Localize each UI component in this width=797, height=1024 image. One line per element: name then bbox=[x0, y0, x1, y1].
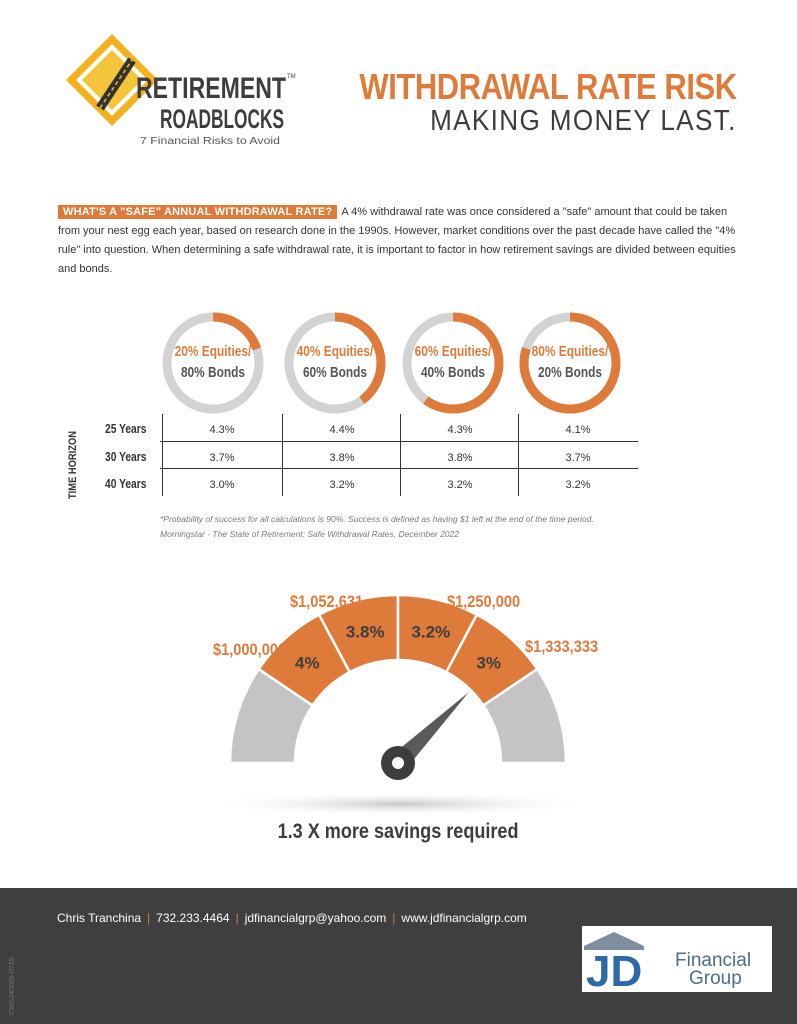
gauge-caption: 1.3 X more savings required bbox=[278, 820, 519, 843]
intro-body: A 4% withdrawal rate was once considered a "safe" amount that could be taken from your nest egg each year, based on research done in the 1990s. However, market conditions over the past decade have called the "4% rule" into question. When determining a safe withdrawal rate, it is important to factor in how retirement savings are divided between equities and bonds. bbox=[58, 206, 736, 275]
row-label-40-years: 40 Years bbox=[105, 477, 147, 491]
footnote-source: Morningstar - The State of Retirement: Safe Withdrawal Rates, December 2022 bbox=[160, 529, 459, 539]
gauge-amount-3: $1,250,000 bbox=[446, 592, 521, 611]
gauge-rate-label: 3% bbox=[476, 653, 501, 673]
intro-heading: WHAT'S A "SAFE" ANNUAL WITHDRAWAL RATE? bbox=[58, 205, 337, 219]
table-cell: 3.2% bbox=[329, 479, 355, 491]
donut-equities-label: 20% Equities/ bbox=[174, 344, 252, 360]
gauge-rate-label: 4% bbox=[295, 653, 320, 673]
donut-equities-label: 40% Equities/ bbox=[296, 344, 374, 360]
firm-initials: JD bbox=[586, 947, 643, 992]
separator: | bbox=[392, 911, 396, 925]
footnote bbox=[160, 512, 594, 542]
time-horizon-label: TIME HORIZON bbox=[67, 430, 79, 500]
table-cell: 4.1% bbox=[565, 424, 591, 436]
intro-paragraph bbox=[58, 203, 738, 279]
logo-line2: ROADBLOCKS bbox=[160, 104, 284, 134]
table-cell: 4.3% bbox=[447, 424, 473, 436]
page-title: WITHDRAWAL RATE RISK bbox=[359, 66, 737, 107]
gauge-needle bbox=[381, 692, 469, 780]
table-cell: 3.8% bbox=[447, 452, 473, 464]
retirement-roadblocks-logo bbox=[60, 30, 310, 150]
table-cell: 4.3% bbox=[209, 424, 235, 436]
donut-bonds-label: 40% Bonds bbox=[420, 365, 486, 381]
table-cell: 4.4% bbox=[329, 424, 355, 436]
firm-name-line1: Financial bbox=[675, 950, 752, 971]
donut-bonds-label: 80% Bonds bbox=[180, 365, 246, 381]
allocation-donut bbox=[518, 311, 622, 420]
page-subtitle: MAKING MONEY LAST. bbox=[430, 105, 737, 137]
gauge-shadow bbox=[205, 792, 595, 816]
email-link[interactable]: jdfinancialgrp@yahoo.com bbox=[244, 911, 387, 925]
gauge-rate-label: 3.8% bbox=[345, 622, 385, 642]
table-cell: 3.7% bbox=[209, 452, 235, 464]
allocation-donut bbox=[283, 311, 387, 420]
table-cell: 3.8% bbox=[329, 452, 355, 464]
table-cell: 3.0% bbox=[209, 479, 235, 491]
footnote-line1: *Probability of success for all calculations is 90%. Success is defined as having $1 left at the end of the time period. bbox=[160, 514, 594, 524]
website-link[interactable]: www.jdfinancialgrp.com bbox=[401, 911, 527, 925]
row-label-30-years: 30 Years bbox=[105, 450, 147, 464]
advisor-name: Chris Tranchina bbox=[57, 911, 142, 925]
document-code: CWS240005-0725 bbox=[9, 957, 16, 1015]
gauge-amount-2: $1,052,631 bbox=[289, 592, 364, 611]
allocation-donut bbox=[161, 311, 265, 420]
table-divider bbox=[160, 468, 638, 469]
table-cell: 3.2% bbox=[447, 479, 473, 491]
row-label-25-years: 25 Years bbox=[105, 422, 147, 436]
donut-bonds-label: 20% Bonds bbox=[537, 365, 603, 381]
logo-tagline: 7 Financial Risks to Avoid bbox=[140, 135, 281, 147]
savings-gauge bbox=[190, 580, 610, 820]
logo-line1: RETIREMENT bbox=[136, 72, 286, 105]
firm-name-line2: Group bbox=[689, 968, 742, 989]
gauge-amount-4: $1,333,333 bbox=[524, 637, 599, 656]
donut-equities-label: 60% Equities/ bbox=[414, 344, 492, 360]
donut-equities-label: 80% Equities/ bbox=[531, 344, 609, 360]
donut-bonds-label: 60% Bonds bbox=[302, 365, 368, 381]
table-divider bbox=[160, 441, 638, 442]
table-cell: 3.7% bbox=[565, 452, 591, 464]
separator: | bbox=[147, 911, 151, 925]
logo-tm: TM bbox=[287, 74, 296, 80]
gauge-amount-1: $1,000,000 bbox=[212, 640, 287, 659]
phone-number[interactable]: 732.233.4464 bbox=[156, 911, 230, 925]
table-cell: 3.2% bbox=[565, 479, 591, 491]
contact-line bbox=[57, 911, 527, 925]
separator: | bbox=[235, 911, 239, 925]
allocation-donut bbox=[401, 311, 505, 420]
gauge-rate-label: 3.2% bbox=[411, 622, 451, 642]
